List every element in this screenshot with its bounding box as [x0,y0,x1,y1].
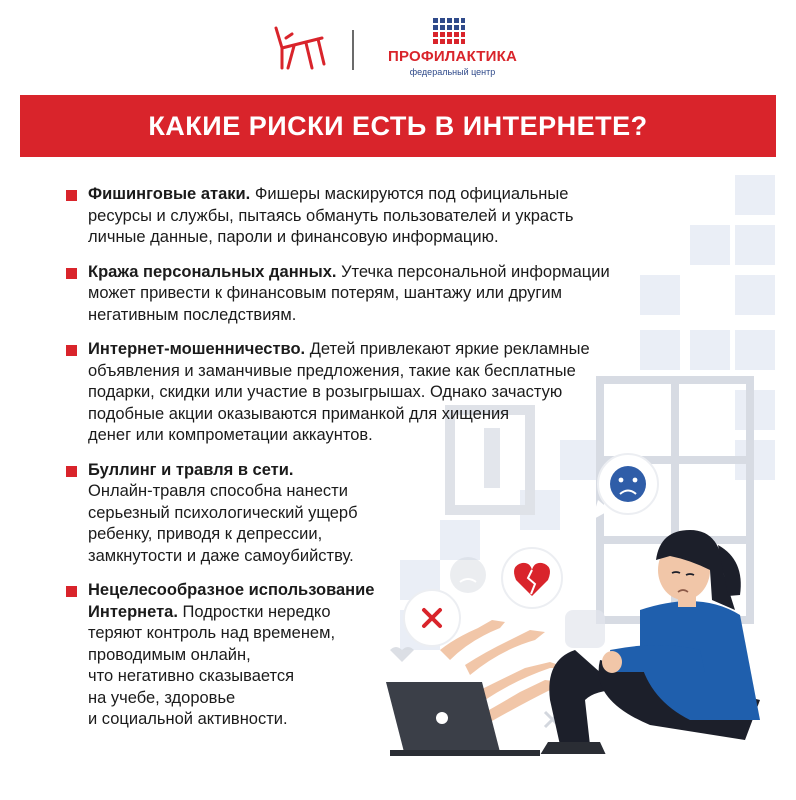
risk-item [66,339,716,447]
risk-text: Утечка персональной информации может привести к финансовым потерям, шантажу или другим негативным последствиям. [88,262,610,324]
risk-item [66,184,716,249]
risk-item [66,460,716,568]
risk-title: Интернет-мошенничество. [88,340,306,358]
logo-subtitle: федеральный центр [409,67,496,77]
bullet-square [66,268,77,279]
risk-title: Фишинговые атаки. [88,185,251,203]
risk-title: Нецелесообразное использование Интернета. [88,581,375,621]
risk-title: Буллинг и травля в сети. [88,460,294,479]
risk-text: Детей привлекают яркие рекламные объявления и заманчивые предложения, такие как бесплатные подарки, скидки или участие в розыгрышах. Однако зачастую подобные акции оказываются приманкой для хищения денег или компрометации аккаунтов. [88,340,590,444]
risk-text: Фишеры маскируются под официальные ресурсы и службы, пытаясь обмануть пользователей и украсть личные данные, пароли и финансовую информацию. [88,185,574,246]
risk-item [66,580,716,731]
risk-title: Кража персональных данных. [88,262,337,281]
risk-text: Онлайн-травля способна нанести серьезный психологический ущерб ребенку, приводя к депрессии, замкнутости и даже самоубийству. [88,482,358,565]
risk-text: Подростки нередко теряют контроль над временем, проводимым онлайн, что негативно сказывается на учебе, здоровье и социальной активности. [88,602,336,728]
risk-item [66,262,716,327]
bullet-square [66,586,77,597]
risks-list [66,184,716,744]
page-title: КАКИЕ РИСКИ ЕСТЬ В ИНТЕРНЕТЕ? [148,110,648,141]
bullet-square [66,190,77,201]
logo-title: ПРОФИЛАКТИКА [387,48,518,65]
bullet-square [66,466,77,477]
bullet-square [66,345,77,356]
